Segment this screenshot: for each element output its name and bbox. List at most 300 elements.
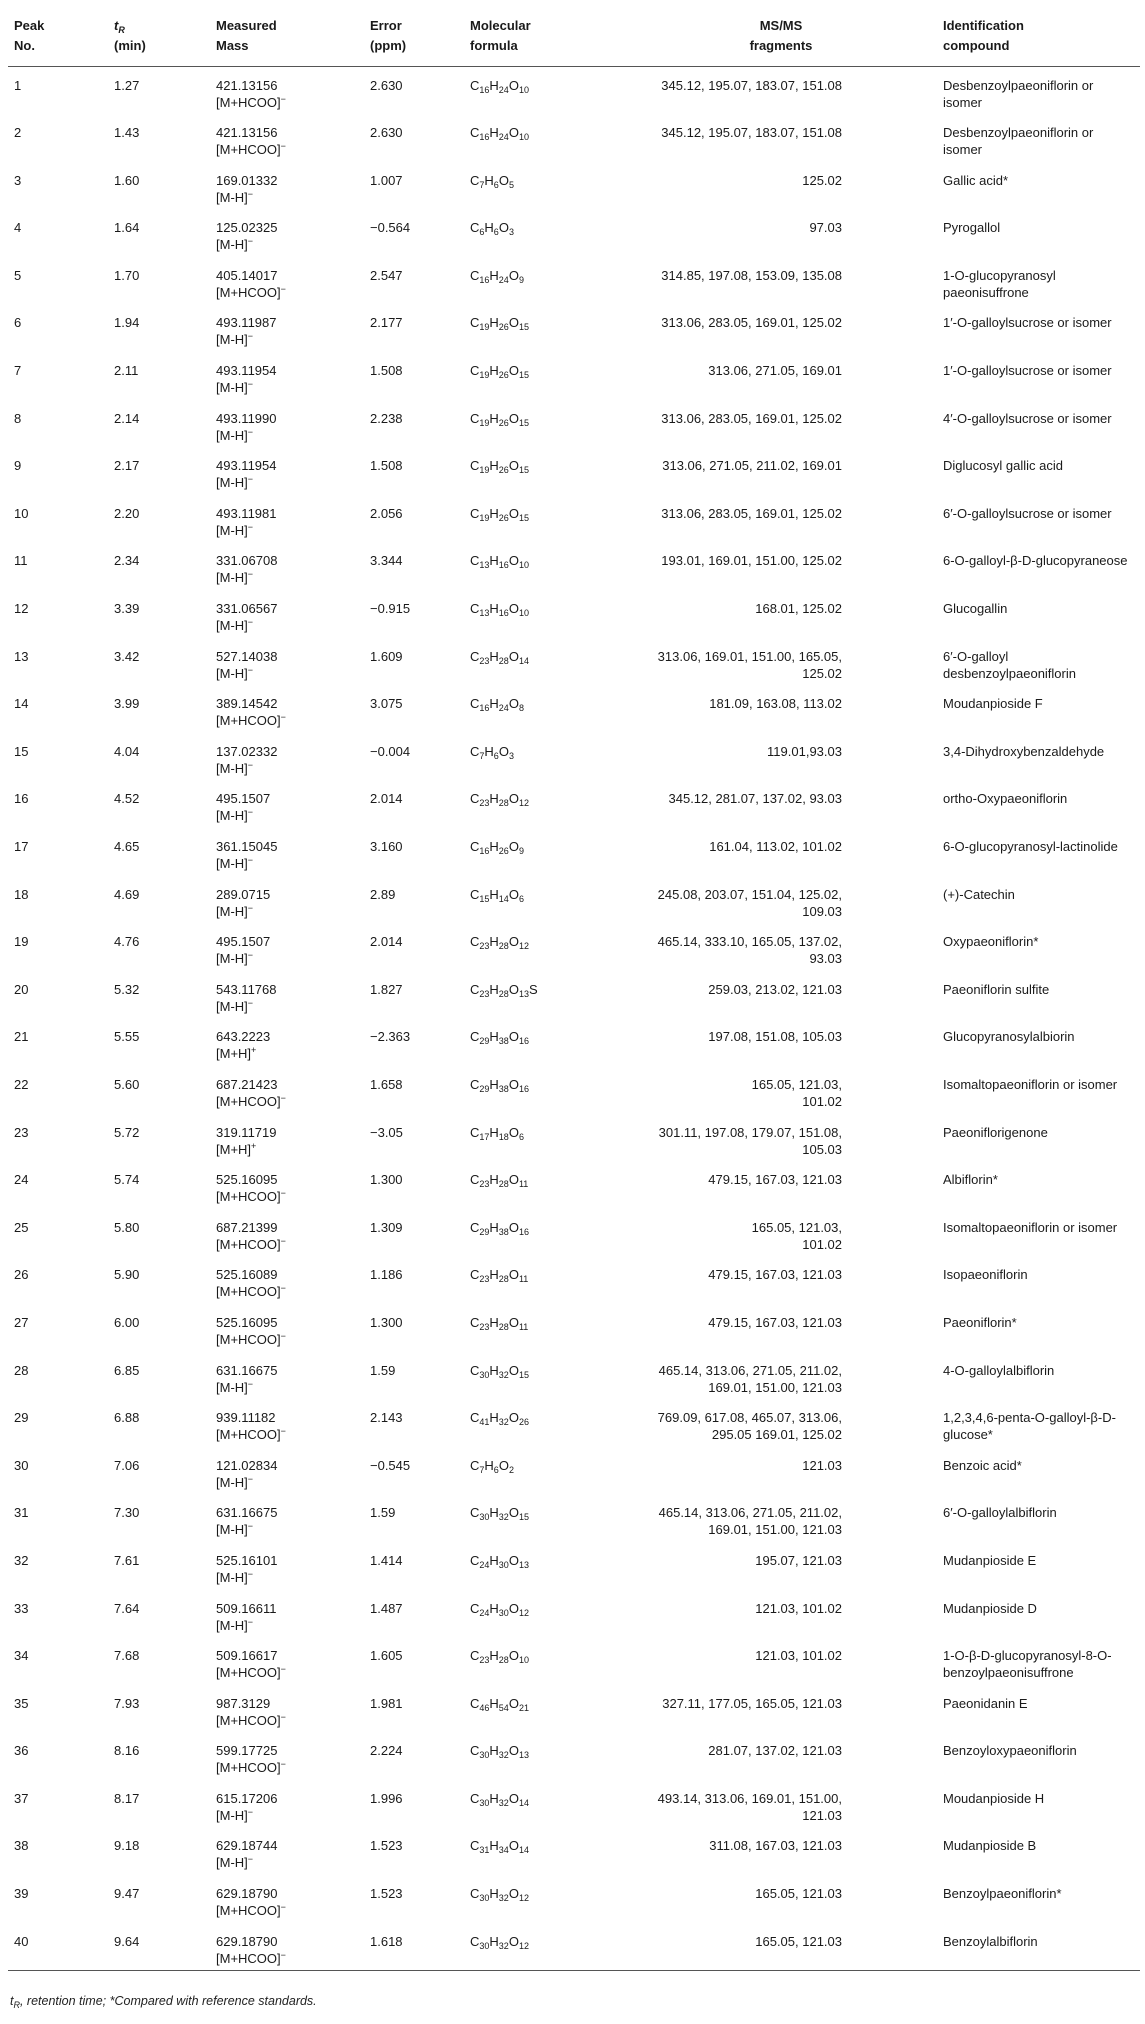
formula-element: O [508,458,519,474]
cell-peak-no: 10 [14,505,29,521]
cell-retention-time: 1.94 [114,315,140,331]
cell-error-ppm: 3.075 [370,696,403,712]
fragments-line: 121.03 [802,1457,842,1473]
cell-peak-no: 35 [14,1695,29,1711]
formula-element: C [470,410,480,426]
formula-count: 14 [518,1797,529,1808]
cell-error-ppm: 1.186 [370,1267,403,1283]
mass-value: 629.18744 [216,1838,278,1854]
compound-line: 6-O-glucopyranosyl-lactinolide [943,839,1118,854]
cell-peak-no: 34 [14,1648,29,1664]
cell-peak-no: 17 [14,839,29,854]
cell-molecular-formula [464,1494,625,1542]
header-fragments-line1: MS/MS [759,18,803,33]
formula-count: 15 [518,1369,529,1380]
formula-element: O [508,1172,519,1188]
table-row [8,67,1140,115]
cell-msms-fragments [625,352,937,400]
cell-peak-no: 31 [14,1505,29,1521]
formula-element: H [489,267,499,283]
fragments-line: 479.15, 167.03, 121.03 [708,1267,842,1283]
cell-measured-mass [210,1352,354,1400]
header-compound-line1: Identification [943,18,1024,33]
formula-count: 7 [479,179,485,190]
formula-count: 6 [518,1131,524,1142]
header-tr-t: t [114,18,119,33]
cell-retention-time: 5.74 [114,1172,140,1188]
compound-line: 6′-O-galloylsucrose or isomer [943,505,1112,521]
cell-msms-fragments [625,1066,937,1114]
compound-line: Benzoylpaeoniflorin* [943,1886,1062,1902]
cell-msms-fragments [625,590,937,638]
cell-msms-fragments [625,923,937,971]
table-row [8,495,1140,543]
formula-element: C [470,1600,480,1616]
table-row [8,1494,1140,1542]
formula-element: O [508,1267,519,1283]
table-footnote [10,1994,317,2008]
table-row [8,1114,1140,1162]
cell-identification-compound [937,1923,1140,1971]
table-row [8,1399,1140,1447]
cell-peak-no: 2 [14,125,22,141]
formula-count: 30 [498,1559,509,1570]
mass-value: 631.16675 [216,1362,278,1378]
cell-retention-time: 4.65 [114,839,140,854]
cell-molecular-formula [464,923,625,971]
fragments-line: 197.08, 151.08, 105.03 [708,1029,842,1045]
cell-msms-fragments [625,1923,937,1971]
formula-element: H [489,791,499,807]
cell-retention-time: 4.52 [114,791,140,807]
formula-element: O [508,1029,519,1045]
fragments-line: 345.12, 195.07, 183.07, 151.08 [661,78,842,93]
compound-line: Isopaeoniflorin [943,1267,1028,1283]
ion-adduct: [M-H] [216,760,248,776]
formula-element: H [489,1648,499,1664]
cell-msms-fragments [625,1256,937,1304]
cell-peak-no: 12 [14,601,29,617]
formula-count: 9 [518,846,524,856]
cell-retention-time: 2.14 [114,410,140,426]
compound-line: Glucogallin [943,601,1008,617]
table-row [8,162,1140,210]
ion-charge: − [247,664,254,675]
formula-count: 30 [479,1940,490,1951]
formula-count: 6 [493,227,499,238]
ion-adduct: [M-H] [216,808,248,824]
cell-molecular-formula [464,304,625,352]
cell-error-ppm: 1.309 [370,1219,403,1235]
ion-charge: − [247,1378,254,1389]
ion-adduct: [M+HCOO] [216,1331,281,1347]
ion-charge: − [280,1711,286,1722]
cell-error-ppm: 2.89 [370,886,396,902]
formula-count: 16 [479,703,490,714]
ion-adduct: [M-H] [216,951,248,967]
formula-element: O [508,1124,519,1140]
cell-msms-fragments [625,1304,937,1352]
formula-element: O [508,1790,519,1806]
formula-count: 6 [493,750,499,761]
ion-adduct: [M+HCOO] [216,1760,281,1776]
formula-element: O [498,743,509,759]
cell-peak-no: 19 [14,934,29,950]
compound-table [8,0,1140,1971]
formula-count: 26 [498,322,509,333]
cell-molecular-formula [464,1209,625,1257]
cell-molecular-formula [464,1018,625,1066]
cell-measured-mass [210,495,354,543]
cell-error-ppm: 2.547 [370,267,403,283]
cell-molecular-formula [464,1447,625,1495]
cell-identification-compound [937,304,1140,352]
mass-value: 525.16101 [216,1552,278,1568]
cell-retention-time: 1.60 [114,172,140,188]
cell-molecular-formula [464,257,625,305]
fragments-line: 119.01,93.03 [767,743,842,759]
cell-molecular-formula [464,1590,625,1638]
ion-adduct: [M-H] [216,1617,248,1633]
formula-count: 28 [498,1179,509,1190]
cell-identification-compound [937,638,1140,686]
formula-element: H [489,1790,499,1806]
formula-count: 8 [518,703,524,714]
fragments-line: 165.05, 121.03 [755,1886,842,1902]
ion-adduct: [M+HCOO] [216,1712,281,1728]
table-row [8,780,1140,828]
cell-error-ppm: −0.545 [370,1457,411,1473]
cell-peak-no: 39 [14,1886,29,1902]
formula-element: H [489,1029,499,1045]
formula-element: H [484,1457,494,1473]
formula-element: O [508,553,519,569]
cell-msms-fragments [625,400,937,448]
formula-count: 46 [479,1702,490,1713]
cell-identification-compound [937,971,1140,1019]
cell-error-ppm: 1.300 [370,1172,403,1188]
ion-adduct: [M-H] [216,237,248,253]
cell-molecular-formula [464,352,625,400]
mass-value: 137.02332 [216,743,278,759]
formula-count: 23 [479,798,490,809]
compound-line: Mudanpioside B [943,1838,1037,1854]
cell-peak-no: 11 [14,553,28,569]
formula-element: C [470,1219,480,1235]
cell-measured-mass [210,114,354,162]
fragments-line: 165.05, 121.03, [751,1219,842,1235]
cell-error-ppm: −3.05 [370,1124,403,1140]
formula-count: 28 [498,1274,509,1285]
mass-value: 525.16089 [216,1267,278,1283]
ion-adduct: [M-H] [216,1855,248,1871]
cell-peak-no: 7 [14,363,22,379]
cell-molecular-formula [464,1066,625,1114]
cell-measured-mass [210,162,354,210]
formula-count: 30 [479,1750,490,1761]
formula-element: O [508,363,519,379]
mass-value: 509.16611 [216,1600,277,1616]
mass-value: 495.1507 [216,791,271,807]
table-body [8,67,1140,1971]
cell-molecular-formula [464,1304,625,1352]
cell-error-ppm: 1.59 [370,1362,396,1378]
fragments-line: 125.02 [802,172,842,188]
formula-count: 26 [498,417,509,428]
mass-value: 493.11987 [216,315,277,331]
cell-retention-time: 4.04 [114,743,140,759]
formula-element: O [498,1457,509,1473]
ion-charge: − [280,94,286,104]
compound-line: (+)-Catechin [943,886,1015,902]
formula-element: C [470,1790,480,1806]
formula-count: 41 [479,1417,490,1428]
ion-charge: − [247,1568,254,1579]
cell-identification-compound [937,209,1140,257]
formula-element: C [470,505,480,521]
table-row [8,685,1140,733]
cell-retention-time: 2.20 [114,505,140,521]
formula-count: 7 [479,750,485,761]
table-row [8,1209,1140,1257]
cell-measured-mass [210,1637,354,1685]
cell-peak-no: 40 [8,1923,108,1971]
cell-measured-mass [210,1256,354,1304]
table-row [8,1637,1140,1685]
table-row [8,638,1140,686]
formula-count: 10 [518,132,529,143]
cell-measured-mass [210,304,354,352]
formula-element: O [508,886,519,902]
formula-element: O [508,1552,519,1568]
cell-identification-compound [937,1161,1140,1209]
formula-element: H [489,886,499,902]
formula-element: H [484,220,494,236]
mass-value: 687.21423 [216,1076,278,1092]
fragments-line: 165.05, 121.03 [755,1933,842,1949]
cell-measured-mass [210,400,354,448]
formula-count: 11 [518,1321,529,1332]
formula-element: H [489,315,499,331]
ion-charge: − [247,1806,254,1817]
cell-peak-no: 32 [14,1552,29,1568]
formula-count: 14 [498,893,509,904]
ion-adduct: [M-H] [216,522,248,538]
formula-count: 16 [479,85,490,95]
cell-molecular-formula [464,638,625,686]
formula-element: C [470,315,480,331]
compound-line: 6-O-galloyl-β-D-glucopyraneose [943,553,1128,569]
fragments-line: 93.03 [809,951,842,967]
formula-element: H [484,172,494,188]
cell-measured-mass [210,1590,354,1638]
cell-msms-fragments [625,638,937,686]
formula-element: C [470,1172,480,1188]
compound-line: Benzoic acid* [943,1457,1022,1473]
cell-retention-time: 1.70 [114,267,140,283]
cell-molecular-formula [464,1399,625,1447]
header-msms-fragments [625,0,937,67]
ion-charge: − [247,426,254,437]
table-row [8,1685,1140,1733]
formula-element: C [470,1648,480,1664]
formula-count: 26 [498,846,509,856]
mass-value: 319.11719 [216,1124,277,1140]
formula-element: O [508,1362,519,1378]
formula-count: 30 [498,1607,509,1618]
formula-count: 26 [498,465,509,476]
cell-retention-time: 3.42 [114,648,140,664]
cell-retention-time: 1.64 [114,220,140,236]
formula-count: 24 [498,703,509,714]
formula-element: H [489,1267,499,1283]
formula-element: H [489,601,499,617]
mass-value: 643.2223 [216,1029,271,1045]
ion-adduct: [M+HCOO] [216,1284,281,1300]
ion-adduct: [M+HCOO] [216,1189,281,1205]
ion-charge: − [247,1473,254,1484]
cell-retention-time: 7.68 [114,1648,140,1664]
cell-msms-fragments [625,495,937,543]
formula-element: C [470,125,480,141]
compound-line: Glucopyranosylalbiorin [943,1029,1075,1045]
formula-count: 5 [508,179,514,190]
compound-line: glucose* [943,1427,993,1443]
formula-element: H [489,363,499,379]
formula-element: C [470,1410,480,1426]
cell-error-ppm: 1.981 [370,1695,403,1711]
formula-element: C [470,458,480,474]
ion-charge: − [280,1426,286,1437]
formula-count: 3 [508,750,514,761]
cell-retention-time: 6.00 [114,1314,140,1330]
cell-molecular-formula [464,1161,625,1209]
formula-count: 12 [518,1940,529,1951]
fragments-line: 101.02 [802,1093,842,1109]
formula-element: O [508,1314,519,1330]
cell-molecular-formula [464,1352,625,1400]
header-peak-no [8,0,108,67]
cell-identification-compound [937,352,1140,400]
formula-count: 23 [479,941,490,952]
fragments-line: 169.01, 151.00, 121.03 [708,1522,842,1538]
cell-msms-fragments [625,1352,937,1400]
cell-measured-mass [210,876,354,924]
cell-retention-time: 2.34 [114,553,140,569]
cell-error-ppm: 1.523 [370,1886,403,1902]
formula-element: O [508,505,519,521]
cell-retention-time: 5.60 [114,1076,140,1092]
compound-line: Isomaltopaeoniflorin or isomer [943,1219,1118,1235]
mass-value: 493.11990 [216,410,277,426]
compound-line: 1′-O-galloylsucrose or isomer [943,363,1112,379]
mass-value: 421.13156 [216,125,278,141]
cell-identification-compound [937,114,1140,162]
ion-charge: − [280,141,286,152]
formula-count: 24 [479,1559,490,1570]
cell-measured-mass [210,67,354,115]
cell-error-ppm: 1.658 [370,1076,403,1092]
formula-count: 21 [518,1702,529,1713]
fragments-line: 301.11, 197.08, 179.07, 151.08, [658,1124,842,1140]
table-row [8,400,1140,448]
cell-error-ppm: 1.508 [370,363,403,379]
cell-molecular-formula [464,162,625,210]
header-identification-compound [937,0,1140,67]
mass-value: 331.06708 [216,553,278,569]
header-tr-symbol [114,18,125,33]
formula-count: 15 [518,512,529,523]
compound-line: Moudanpioside H [943,1790,1045,1806]
formula-count: 9 [518,274,524,285]
cell-error-ppm: 2.630 [370,125,403,141]
cell-error-ppm: −0.915 [370,601,411,617]
cell-msms-fragments [625,162,937,210]
cell-measured-mass [210,1209,354,1257]
formula-count: 6 [518,893,524,904]
cell-error-ppm: 2.056 [370,505,403,521]
mass-value: 493.11954 [216,458,277,474]
cell-molecular-formula [464,1875,625,1923]
fragments-line: 313.06, 283.05, 169.01, 125.02 [661,505,842,521]
formula-element: C [470,981,480,997]
ion-adduct: [M+HCOO] [216,142,281,158]
formula-count: 38 [498,1036,509,1047]
compound-line: Moudanpioside F [943,696,1043,712]
cell-msms-fragments [625,1637,937,1685]
table-row [8,542,1140,590]
formula-element: H [489,125,499,141]
cell-error-ppm: 2.630 [370,78,403,93]
cell-error-ppm: 2.224 [370,1743,403,1759]
formula-element: H [489,553,499,569]
compound-line: ortho-Oxypaeoniflorin [943,791,1068,807]
cell-retention-time: 3.99 [114,696,140,712]
formula-count: 10 [518,560,529,571]
compound-line: 4-O-galloylalbiflorin [943,1362,1055,1378]
formula-count: 23 [479,655,490,666]
mass-value: 939.11182 [216,1410,276,1426]
cell-error-ppm: 1.605 [370,1648,403,1664]
formula-count: 28 [498,798,509,809]
fragments-line: 161.04, 113.02, 101.02 [709,839,842,854]
formula-element: C [470,791,480,807]
cell-msms-fragments [625,1827,937,1875]
formula-element: O [508,981,519,997]
formula-count: 19 [479,322,490,333]
ion-adduct: [M-H] [216,570,248,586]
cell-error-ppm: 2.143 [370,1410,403,1426]
cell-identification-compound [937,876,1140,924]
cell-measured-mass [210,1923,354,1971]
cell-measured-mass [210,1780,354,1828]
cell-msms-fragments [625,685,937,733]
ion-adduct: [M+HCOO] [216,1903,281,1919]
formula-element: C [470,696,480,712]
compound-line: paeonisuffrone [943,284,1029,300]
formula-element: C [470,743,480,759]
cell-retention-time: 9.18 [114,1838,140,1854]
cell-identification-compound [937,1304,1140,1352]
ion-adduct: [M-H] [216,1522,248,1538]
header-fragments-line2: fragments [749,38,813,53]
table-row [8,1923,1140,1971]
formula-element: C [470,1314,480,1330]
fragments-line: 181.09, 163.08, 113.02 [709,696,842,712]
cell-identification-compound [937,780,1140,828]
formula-element: O [508,934,519,950]
cell-peak-no: 18 [14,886,29,902]
